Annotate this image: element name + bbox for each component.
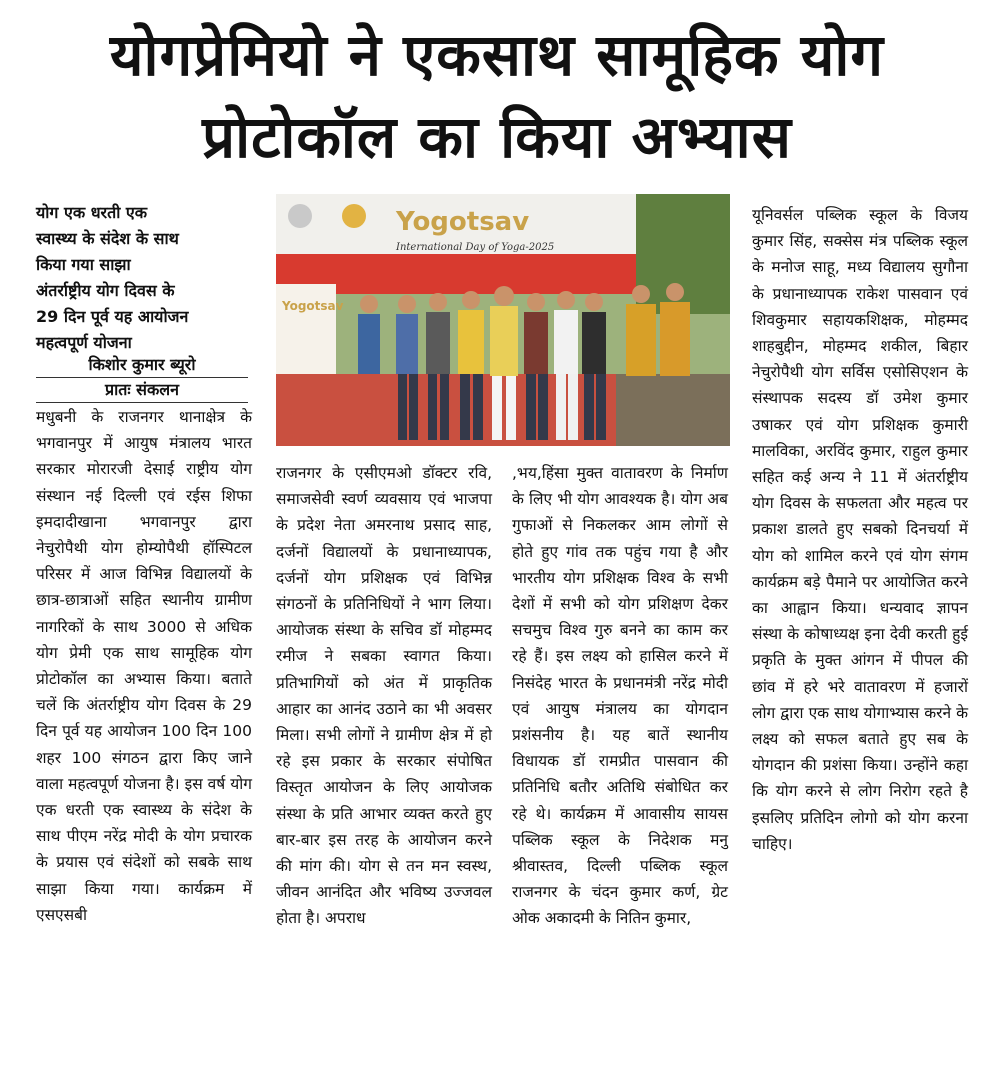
article-column-3: [512, 460, 728, 932]
byline-author: किशोर कुमार ब्यूरो: [88, 355, 196, 374]
byline-desk: प्रातः संकलन: [104, 380, 179, 399]
article-column-4: [752, 202, 968, 857]
deck-line: अंतर्राष्ट्रीय योग दिवस के: [36, 281, 175, 300]
banner-title: Yogotsav: [396, 207, 530, 237]
byline-rule: [36, 377, 248, 378]
deck-line: 29 दिन पूर्व यह आयोजन: [36, 307, 189, 326]
article-column-1: [36, 404, 252, 928]
deck: [36, 200, 248, 356]
deck-line: योग एक धरती एक: [36, 203, 148, 222]
standee-title: Yogotsav: [282, 299, 344, 313]
headline-line-1: योगप्रेमियो ने एकसाथ सामूहिक योग: [109, 21, 885, 89]
article-paragraph: मधुबनी के राजनगर थानाक्षेत्र के भगवानपुर में आयुष मंत्रालय भारत सरकार मोरारजी देसाई राष्ट्रीय योग संस्थान नई दिल्ली एवं रईस शिफा इमदादीखाना भगवानपुर द्वारा नेचुरोपैथी योग होम्योपैथी हॉस्पिटल परिसर में आज विभिन्न विद्यालयों के छात्र-छात्राओं सहित स्थानीय ग्रामीण नागरिकों के साथ 3000 से अधिक योग प्रेमी एक साथ सामूहिक योग प्रोटोकॉल का अभ्यास किया। बताते चलें कि अंतर्राष्ट्रीय योग दिवस के 29 दिन पूर्व यह आयोजन 100 दिन 100 शहर 100 संगठन द्वारा किए जाने वाला महत्वपूर्ण योजना है। इस वर्ष योग एक धरती एक स्वास्थ्य के संदेश के साथ पीएम नरेंद्र मोदी के योग प्रचारक के प्रयास एवं संदेशों को सबके साथ साझा किया गया। कार्यक्रम में एसएसबी: [36, 408, 252, 924]
article-paragraph: ,भय,हिंसा मुक्त वातावरण के निर्माण के लिए भी योग आवश्यक है। योग अब गुफाओं से निकलकर आम लोगों से होते हुए गांव तक पहुंच गया है और भारतीय योग प्रशिक्षक विश्व के सभी देशों में सभी को योग प्रशिक्षण देकर सचमुच विश्व गुरु बनने का काम कर रहे हैं। इस लक्ष्य को हासिल करने में निसंदेह भारत के प्रधानमंत्री नरेंद्र मोदी एवं आयुष मंत्रालय का योगदान प्रशंसनीय है। यह बातें स्थानीय विधायक डॉ रामप्रीत पासवान की प्रतिनिधि बतौर अतिथि संबोधित कर रहे थे। कार्यक्रम में आवासीय सायस पब्लिक स्कूल के निदेशक मनु श्रीवास्तव, दिल्ली पब्लिक स्कूल राजनगर के चंदन कुमार कर्ण, ग्रेट ओक अकादमी के नितिन कुमार,: [512, 464, 728, 928]
headline-line-2: प्रोटोकॉल का किया अभ्यास: [202, 103, 792, 171]
banner-subtitle: International Day of Yoga-2025: [396, 242, 555, 253]
deck-line: महत्वपूर्ण योजना: [36, 333, 132, 352]
byline-rule: [36, 402, 248, 403]
deck-line: किया गया साझा: [36, 255, 131, 274]
article-paragraph: राजनगर के एसीएमओ डॉक्टर रवि, समाजसेवी स्वर्ण व्यवसाय एवं भाजपा के प्रदेश नेता अमरनाथ प्रसाद साह, दर्जनों विद्यालयों के प्रधानाध्यापक, दर्जनों योग प्रशिक्षक एवं विभिन्न संगठनों के प्रतिनिधियों ने भाग लिया। आयोजक संस्था के सचिव डॉ मोहम्मद रमीज ने सबका स्वागत किया। प्रतिभागियों को अंत में प्राकृतिक आहार का आनंद उठाने का भी अवसर मिला। सभी लोगों ने ग्रामीण क्षेत्र में हो रहे इस प्रकार के सरकार संपोषित विस्तृत आयोजन के लिए आयोजक संस्था के प्रति आभार व्यक्त करते हुए बार-बार इस तरह के आयोजन करने की मांग की। योग से तन मन स्वस्थ, जीवन आनंदित और भविष्य उज्जवल होता है। अपराध: [276, 464, 492, 928]
logo-icon: [342, 204, 366, 228]
event-photo: [276, 194, 730, 446]
article-column-2: [276, 460, 492, 932]
deck-line: स्वास्थ्य के संदेश के साथ: [36, 229, 179, 248]
event-photo-illustration: [276, 194, 730, 446]
emblem-icon: [288, 204, 312, 228]
article-paragraph: यूनिवर्सल पब्लिक स्कूल के विजय कुमार सिंह, सक्सेस मंत्र पब्लिक स्कूल के मनोज साहू, मध्य विद्यालय सुगौना के प्रधानाध्यापक राकेश पासवान एवं शिवकुमार सहायकशिक्षक, मोहम्मद शाहबुद्दीन, मोहम्मद शकील, बिहार नेचुरोपैथी योग सर्विस एसोसिएशन के संस्थापक सदस्य डॉ उमेश कुमार उषाकर एवं योग प्रशिक्षक कुमारी मालविका, अरविंद कुमार, राहुल कुमार सहित कई अन्य ने 11 में अंतर्राष्ट्रीय योग दिवस के सफलता और महत्व पर प्रकाश डालते हुए सबको दिनचर्या में योग को शामिल करने एवं योग संगम कार्यक्रम बड़े पैमाने पर आयोजित करने का आह्वान किया। धन्यवाद ज्ञापन संस्था के कोषाध्यक्ष इना देवी करती हुई प्रकृति के मुक्त आंगन में पीपल की छांव में हरे भरे वातावरण में हजारों लोग द्वारा एक साथ योगाभ्यास करने के लक्ष्य को सफल बताते हुए सब के योगदान की प्रशंसा किया। उन्होंने कहा कि योग करने से लोग निरोग रहते है इसलिए प्रतिदिन लोगो को योग करना चाहिए।: [752, 206, 968, 853]
headline: [0, 0, 994, 190]
byline: [36, 354, 248, 404]
